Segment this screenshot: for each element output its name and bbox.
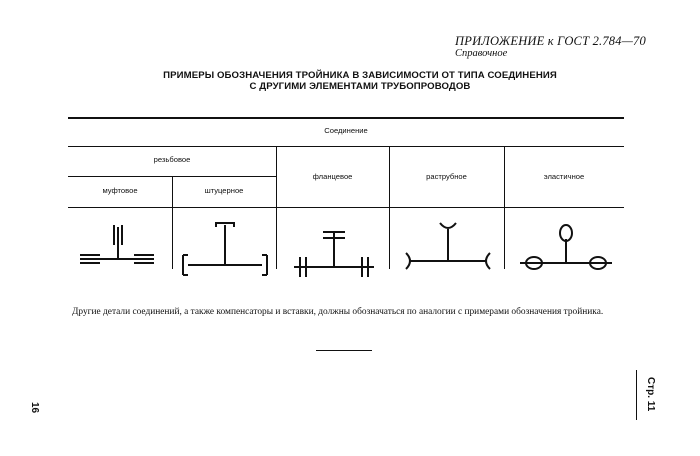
tee-coupling-symbol — [78, 217, 158, 267]
header-elastic: эластичное — [543, 172, 585, 181]
header-socket: раструбное — [426, 172, 467, 181]
page-number: 16 — [29, 402, 40, 414]
table-top-rule — [68, 117, 624, 119]
page-label-bar — [636, 370, 637, 420]
document-title — [90, 70, 630, 92]
col-divider-flanged — [276, 146, 277, 269]
connection-table — [68, 117, 624, 269]
tee-socket-symbol — [402, 217, 494, 267]
appendix-title: ПРИЛОЖЕНИЕ к ГОСТ 2.784—70 — [455, 34, 646, 48]
header-flanged: фланцевое — [312, 172, 353, 181]
tee-flange-symbol — [290, 219, 380, 271]
col-divider-elastic — [504, 146, 505, 269]
table-header-rule — [68, 146, 624, 147]
header-coupling: муфтовое — [102, 186, 138, 195]
title-line-2: С ДРУГИМИ ЭЛЕМЕНТАМИ ТРУБОПРОВОДОВ — [249, 81, 471, 92]
header-threaded: резьбовое — [153, 155, 191, 164]
tee-nipple-symbol — [180, 217, 270, 267]
header-nipple: штуцерное — [204, 186, 244, 195]
note-paragraph: Другие детали соединений, а также компенсаторы и вставки, должны обозначаться по аналогии с примерами обозначения тройника. — [72, 307, 604, 317]
header-connection: Соединение — [324, 126, 368, 135]
col-divider-socket — [389, 146, 390, 269]
page-label: Стр. 11 — [645, 377, 656, 412]
appendix-reference: Справочное — [455, 48, 508, 59]
tee-elastic-symbol — [516, 215, 616, 269]
table-symbols-rule — [68, 207, 624, 208]
title-line-1: ПРИМЕРЫ ОБОЗНАЧЕНИЯ ТРОЙНИКА В ЗАВИСИМОСТИ ОТ ТИПА СОЕДИНЕНИЯ — [163, 70, 557, 81]
divider-rule — [316, 350, 372, 351]
